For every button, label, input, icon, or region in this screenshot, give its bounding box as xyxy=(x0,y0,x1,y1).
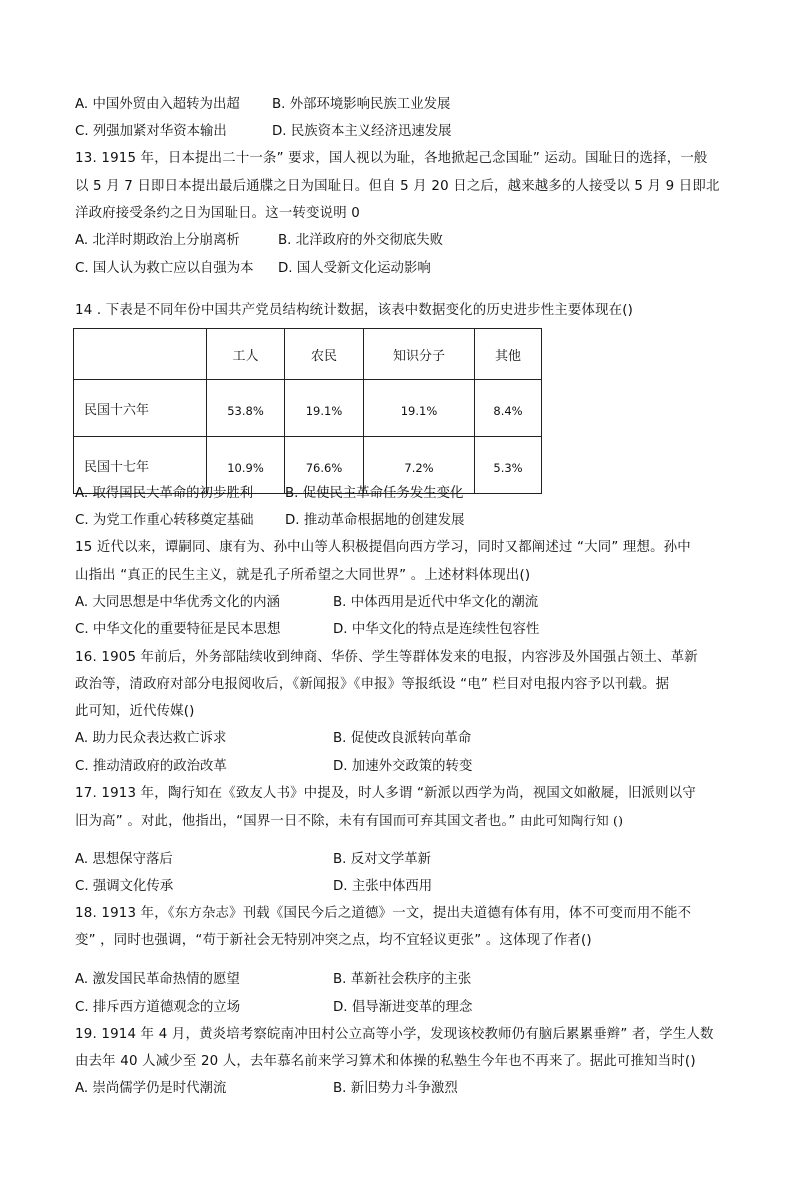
q18-option-c: C. 排斥西方道德观念的立场 xyxy=(75,1000,241,1015)
q15-stem-line1: 15 近代以来，谭嗣同、康有为、孙中山等人积极提倡向西方学习，同时又都阐述过 “大同” 理想。孙中 xyxy=(75,540,691,555)
q16-option-d: D. 加速外交政策的转变 xyxy=(333,759,473,774)
q16-stem-line3: 此可知，近代传媒() xyxy=(75,704,195,719)
q12-option-d: D. 民族资本主义经济迅速发展 xyxy=(272,124,452,139)
q12-option-a: A. 中国外贸由入超转为出超 xyxy=(75,97,240,112)
q18-option-d: D. 倡导渐进变革的理念 xyxy=(333,1000,473,1015)
q17-option-d: D. 主张中体西用 xyxy=(333,879,433,894)
q13-option-d: D. 国人受新文化运动影响 xyxy=(278,261,431,276)
table-cell: 19.1% xyxy=(364,380,475,437)
party-member-structure-table xyxy=(73,328,542,494)
q19-stem-line1: 19. 1914 年 4 月，黄炎培考察皖南冲田村公立高等小学，发现该校教师仍有脑后累累垂辫” 者，学生人数 xyxy=(75,1027,714,1042)
q14-option-b: B. 促使民主革命任务发生变化 xyxy=(285,486,464,501)
q13-option-a: A. 北洋时期政治上分崩离析 xyxy=(75,233,240,248)
table-cell: 7.2% xyxy=(364,437,475,494)
q17-option-c: C. 强调文化传承 xyxy=(75,879,174,894)
q17-stem-line1: 17. 1913 年，陶行知在《致友人书》中提及，时人多谓 “新派以西学为尚，视国文如敝屣，旧派则以守 xyxy=(75,786,696,801)
q17-option-a: A. 思想保守落后 xyxy=(75,852,173,867)
table-header-cell: 农民 xyxy=(285,329,364,380)
q13-option-b: B. 北洋政府的外交彻底失败 xyxy=(278,233,443,248)
q15-option-c: C. 中华文化的重要特征是民本思想 xyxy=(75,622,281,637)
q16-stem-line2: 政治等，清政府对部分电报阅收后，《新闻报》《申报》等报纸设 “电” 栏目对电报内容予以刊载。据 xyxy=(75,677,670,692)
q14-option-a: A. 取得国民大革命的初步胜利 xyxy=(75,486,254,501)
table-cell: 53.8% xyxy=(207,380,285,437)
q18-stem-line1: 18. 1913 年，《东方杂志》刊载《国民今后之道德》一文，提出夫道德有体有用，体不可变而用不能不 xyxy=(75,906,692,921)
q12-option-b: B. 外部环境影响民族工业发展 xyxy=(272,97,451,112)
q14-stem: 14 . 下表是不同年份中国共产党员结构统计数据，该表中数据变化的历史进步性主要体现在() xyxy=(75,303,634,318)
q19-option-b: B. 新旧势力斗争激烈 xyxy=(333,1081,458,1096)
q16-option-b: B. 促使改良派转向革命 xyxy=(333,731,472,746)
table-header-cell: 知识分子 xyxy=(364,329,475,380)
table-header-cell: 其他 xyxy=(475,329,542,380)
q15-stem-line2: 山指出 “真正的民生主义，就是孔子所希望之大同世界” 。上述材料体现出() xyxy=(75,568,531,583)
q18-stem-line2: 变” ，同时也强调，“苟于新社会无特别冲突之点，均不宜轻议更张” 。这体现了作者() xyxy=(75,933,592,948)
table-cell: 5.3% xyxy=(475,437,542,494)
q16-option-a: A. 助力民众表达救亡诉求 xyxy=(75,731,227,746)
q17-stem-line2-text: 旧为高” 。对此，他指出，“国界一日不除，未有有国而可弃其国文者也。” xyxy=(75,814,516,829)
q15-option-b: B. 中体西用是近代中华文化的潮流 xyxy=(333,595,539,610)
q15-option-a: A. 大同思想是中华优秀文化的内涵 xyxy=(75,595,280,610)
q18-option-a: A. 激发国民革命热情的愿望 xyxy=(75,972,240,987)
table-cell: 8.4% xyxy=(475,380,542,437)
q13-stem-line2: 以 5 月 7 日即日本提出最后通牒之日为国耻日。但自 5 月 20 日之后，越来越多的人接受以 5 月 9 日即北 xyxy=(75,179,720,194)
table-row-label: 民国十六年 xyxy=(74,380,207,437)
table-header-row xyxy=(74,329,542,380)
table-header-cell xyxy=(74,329,207,380)
q16-stem-line1: 16. 1905 年前后，外务部陆续收到绅商、华侨、学生等群体发来的电报，内容涉及外国强占领土、革新 xyxy=(75,650,698,665)
table-header-cell: 工人 xyxy=(207,329,285,380)
q14-option-d: D. 推动革命根据地的创建发展 xyxy=(285,513,465,528)
table-cell: 76.6% xyxy=(285,437,364,494)
q17-stem-line2 xyxy=(75,812,725,831)
table-cell: 19.1% xyxy=(285,380,364,437)
q13-stem-line1: 13. 1915 年，日本提出二十一条” 要求，国人视以为耻，各地掀起己念国耻” 运动。国耻日的选择，一般 xyxy=(75,151,708,166)
table-cell: 10.9% xyxy=(207,437,285,494)
table-row xyxy=(74,380,542,437)
q12-option-c: C. 列强加紧对华资本输出 xyxy=(75,124,227,139)
q18-option-b: B. 革新社会秩序的主张 xyxy=(333,972,472,987)
q16-option-c: C. 推动清政府的政治改革 xyxy=(75,759,227,774)
table-row-label: 民国十七年 xyxy=(74,437,207,494)
q14-option-c: C. 为党工作重心转移奠定基础 xyxy=(75,513,254,528)
q17-option-b: B. 反对文学革新 xyxy=(333,852,432,867)
q15-option-d: D. 中华文化的特点是连续性包容性 xyxy=(333,622,540,637)
q19-stem-line2: 由去年 40 人减少至 20 人，去年慕名前来学习算术和体操的私塾生今年也不再来了。据此可推知当时() xyxy=(75,1054,696,1069)
q13-option-c: C. 国人认为救亡应以自强为本 xyxy=(75,261,254,276)
q13-stem-line3: 洋政府接受条约之日为国耻日。这一转变说明 0 xyxy=(75,206,360,221)
q19-option-a: A. 崇尚儒学仍是时代潮流 xyxy=(75,1081,227,1096)
q17-stem-line2-note: 由此可知陶行知 () xyxy=(519,813,624,828)
